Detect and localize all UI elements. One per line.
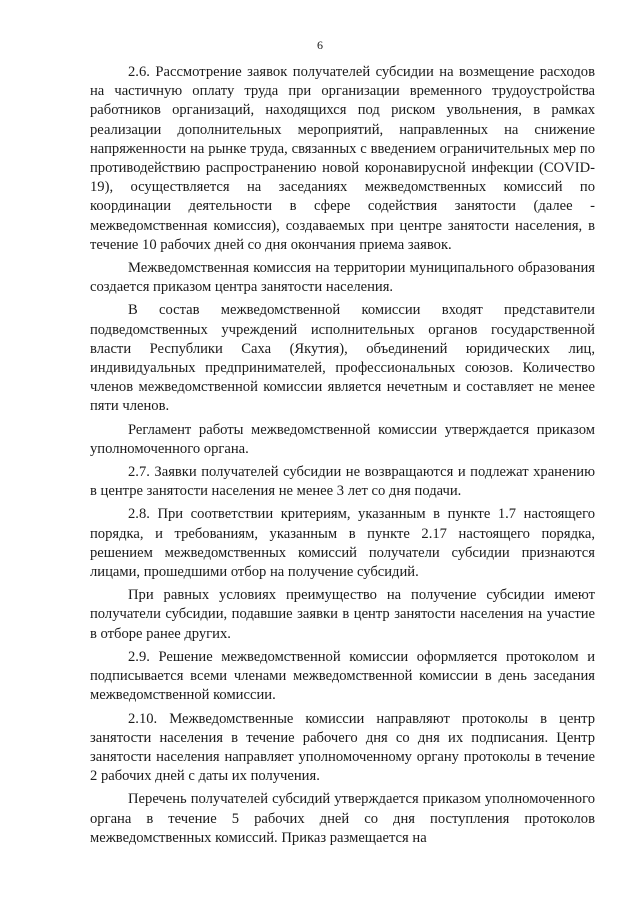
paragraph-2-6: 2.6. Рассмотрение заявок получателей субсидии на возмещение расходов на частичную оплату труда при организации временного трудоустройства работников организаций, находящихся под риском увольнения, в рамках реализации дополнительных мероприятий, направленных на снижение напряженности на рынке труда, связанных с введением ограничительных мер по противодействию распространению новой коронавирусной инфекции (COVID-19), осуществляется на заседаниях межведомственных комиссий по координации деятельности в сфере содействия занятости (далее - межведомственная комиссия), создаваемых при центре занятости населения, в течение 10 рабочих дней со дня окончания приема заявок.: [90, 64, 595, 253]
paragraph-priority: При равных условиях преимущество на получение субсидии имеют получатели субсидии, подавшие заявки в центр занятости населения на участие в отборе ранее других.: [90, 587, 595, 642]
paragraph-commission-creation: Межведомственная комиссия на территории муниципального образования создается приказом центра занятости населения.: [90, 260, 595, 296]
document-body: [90, 63, 595, 848]
paragraph-commission-regulation: Регламент работы межведомственной комиссии утверждается приказом уполномоченного органа.: [90, 421, 595, 457]
paragraph-2-8: 2.8. При соответствии критериям, указанным в пункте 1.7 настоящего порядка, и требованиям, указанным в пункте 2.17 настоящего порядка, решением межведомственных комиссий получатели субсидии признаются лицами, прошедшими отбор на получение субсидий.: [90, 506, 595, 581]
paragraph-2-9: 2.9. Решение межведомственной комиссии оформляется протоколом и подписывается всеми членами межведомственной комиссии в день заседания межведомственной комиссии.: [90, 648, 595, 704]
paragraph-2-10: 2.10. Межведомственные комиссии направляют протоколы в центр занятости населения в течение рабочего дня со дня их подписания. Центр занятости населения направляет уполномоченному органу протоколы в течение 2 рабочих дней с даты их получения.: [90, 710, 595, 785]
paragraph-recipients-list: Перечень получателей субсидий утверждается приказом уполномоченного органа в течение 5 рабочих дней со дня поступления протоколов межведомственных комиссий. Приказ размещается на: [90, 791, 595, 846]
paragraph-2-7: 2.7. Заявки получателей субсидии не возвращаются и подлежат хранению в центре занятости населения не менее 3 лет со дня подачи.: [90, 464, 595, 500]
paragraph-commission-composition: В состав межведомственной комиссии входят представители подведомственных учреждений исполнительных органов государственной власти Республики Саха (Якутия), объединений юридических лиц, индивидуальных предпринимателей, профессиональных союзов. Количество членов межведомственной комиссии является нечетным и составляет не менее пяти членов.: [90, 302, 595, 415]
page-number: 6: [317, 38, 323, 52]
